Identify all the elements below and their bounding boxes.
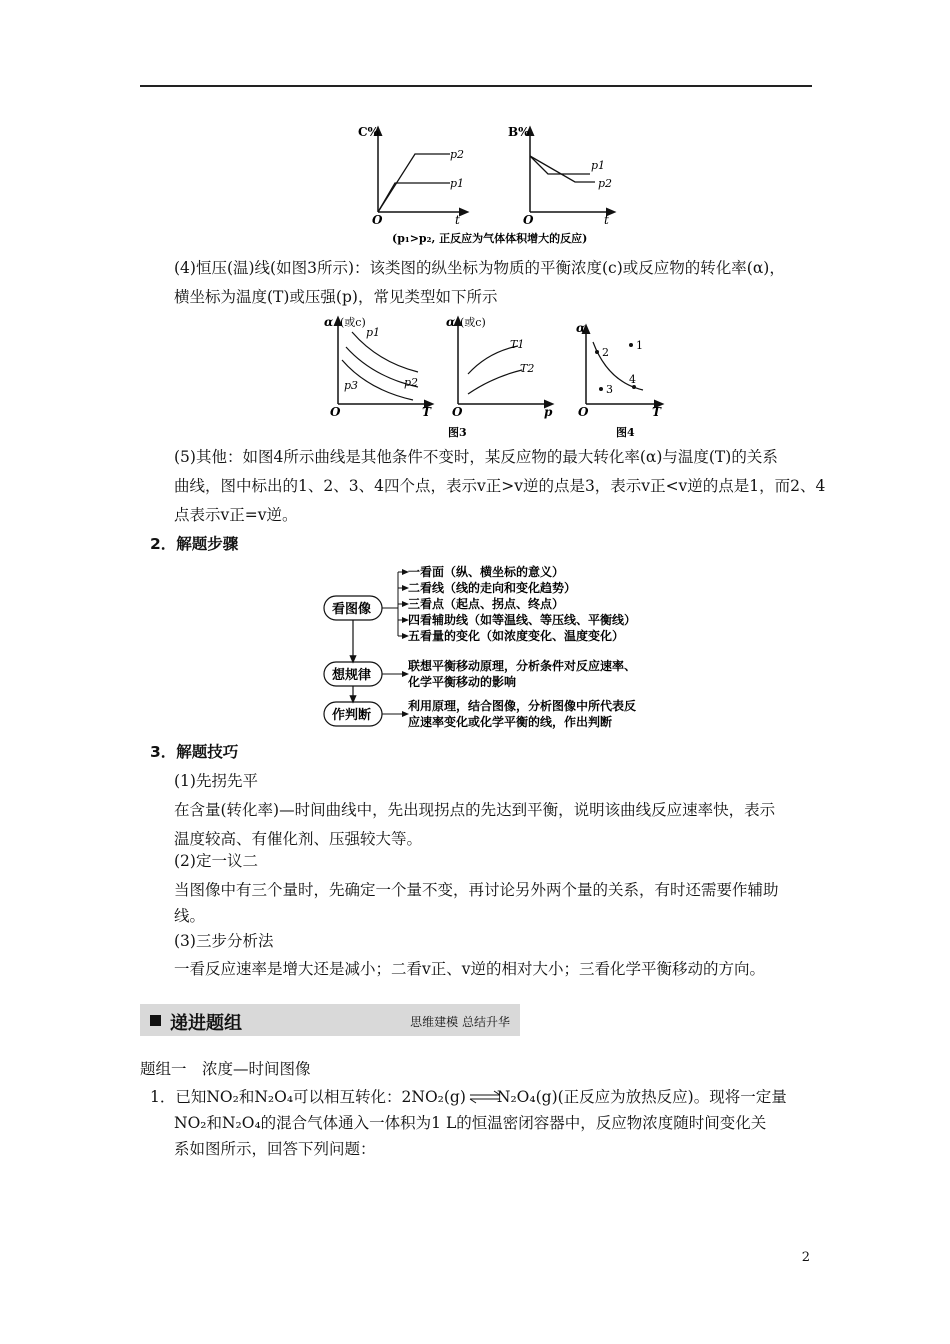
label-T1: T1 [510, 338, 525, 351]
section-banner [140, 1004, 520, 1036]
y-label: C% [358, 125, 379, 139]
box1-item: 二看线（线的走向和变化趋势） [408, 581, 577, 595]
box2-label: 想规律 [332, 668, 372, 683]
tip1-line1: 在含量(转化率)—时间曲线中，先出现拐点的先达到平衡，说明该曲线反应速率快，表示 [174, 801, 776, 819]
page-number: 2 [801, 1250, 810, 1265]
point-4: 4 [629, 373, 636, 386]
steps-flowchart [320, 562, 670, 740]
banner-square-icon [150, 1015, 161, 1026]
label-p2: p2 [450, 148, 465, 161]
origin: O [452, 405, 463, 419]
question1-line3: 系如图所示，回答下列问题： [174, 1140, 376, 1158]
tip2-line2: 线。 [174, 907, 206, 925]
header-rule [140, 85, 812, 87]
origin: O [578, 405, 589, 419]
graph-fig3-alpha-vs-T [324, 315, 432, 419]
point-2: 2 [602, 346, 609, 359]
section4-line2: 横坐标为温度(T)或压强(p)，常见类型如下所示 [174, 288, 498, 306]
tip2-line1: 当图像中有三个量时，先确定一个量不变，再讨论另外两个量的关系，有时还需要作辅助 [174, 881, 779, 899]
graph-fig4 [576, 321, 662, 419]
point-3: 3 [606, 383, 613, 396]
y-label-alt: (或c) [340, 316, 366, 329]
top-graphs [350, 122, 640, 248]
box3-label: 作判断 [332, 708, 372, 723]
x-label: T [652, 405, 661, 419]
x-label: p [544, 405, 553, 419]
graph-c-percent [358, 125, 465, 227]
section5-line3: 点表示v正=v逆。 [174, 506, 298, 524]
banner-title: 递进题组 [170, 1013, 242, 1034]
label-p2: p2 [404, 376, 419, 389]
section5-line1: (5)其他：如图4所示曲线是其他条件不变时，某反应物的最大转化率(α)与温度(T)的关系 [174, 448, 778, 466]
curve-p1 [530, 156, 590, 174]
x-label: T [422, 405, 431, 419]
tip1-line2: 温度较高、有催化剂、压强较大等。 [174, 830, 423, 848]
fig3-fig4 [318, 312, 668, 442]
box1-item: 五看量的变化（如浓度变化、温度变化） [408, 629, 625, 643]
label-p2: p2 [598, 177, 613, 190]
tip3-title: (3)三步分析法 [174, 932, 274, 950]
x-label: t [604, 213, 609, 227]
label-p3: p3 [344, 379, 359, 392]
figure-caption: (p₁>p₂, 正反应为气体体积增大的反应) [392, 232, 588, 245]
tip3-line1: 一看反应速率是增大还是减小；二看v正、v逆的相对大小；三看化学平衡移动的方向。 [174, 960, 766, 978]
label-T2: T2 [520, 362, 535, 375]
box1-label: 看图像 [332, 602, 372, 617]
label-p1: p1 [591, 159, 606, 172]
caption-fig4: 图4 [616, 426, 635, 439]
box1-item: 三看点（起点、拐点、终点） [408, 597, 565, 611]
y-label-alt: (或c) [460, 316, 486, 329]
curve-p1 [378, 183, 450, 212]
origin: O [330, 405, 341, 419]
label-p1: p1 [366, 326, 381, 339]
caption-fig3: 图3 [448, 426, 467, 439]
origin: O [523, 213, 534, 227]
box3-item: 利用原理，结合图像，分析图像中所代表反 [408, 699, 637, 713]
y-label: α [446, 315, 456, 329]
question1-line2: NO₂和N₂O₄的混合气体通入一体积为1 L的恒温密闭容器中，反应物浓度随时间变化关 [174, 1114, 767, 1132]
equilibrium-arrow-icon [468, 1089, 502, 1105]
curve-p2 [530, 156, 595, 182]
graph-b-percent [508, 125, 612, 227]
y-label: B% [508, 125, 530, 139]
tip2-title: (2)定一议二 [174, 852, 258, 870]
box3-item: 应速率变化或化学平衡的线，作出判断 [408, 715, 613, 729]
banner-subtitle: 思维建模 总结升华 [410, 1015, 510, 1029]
steps-heading: 2．解题步骤 [150, 535, 239, 553]
label-p1: p1 [450, 177, 465, 190]
question1-line1: 1．已知NO₂和N₂O₄可以相互转化：2NO₂(g) N₂O₄(g)(正反应为放热反应)。现将一定量 [150, 1088, 787, 1106]
box1-item: 四看辅助线（如等温线、等压线、平衡线） [408, 613, 637, 627]
point-1: 1 [636, 339, 643, 352]
graph-fig3-alpha-vs-p [446, 315, 553, 419]
y-label: α [324, 315, 334, 329]
box2-item: 化学平衡移动的影响 [408, 675, 517, 689]
origin: O [372, 213, 383, 227]
y-label: α [576, 321, 586, 335]
box2-item: 联想平衡移动原理，分析条件对反应速率、 [408, 659, 637, 673]
tip1-title: (1)先拐先平 [174, 772, 258, 790]
section4-line1: (4)恒压(温)线(如图3所示)：该类图的纵坐标为物质的平衡浓度(c)或反应物的转化率(α)， [174, 259, 785, 277]
tips-heading: 3．解题技巧 [150, 743, 239, 761]
x-label: t [455, 213, 460, 227]
group-title: 题组一 浓度—时间图像 [140, 1060, 311, 1078]
box1-item: 一看面（纵、横坐标的意义） [408, 565, 565, 579]
section5-line2: 曲线，图中标出的1、2、3、4四个点，表示v正>v逆的点是3，表示v正<v逆的点是1，而2、4 [174, 477, 826, 495]
